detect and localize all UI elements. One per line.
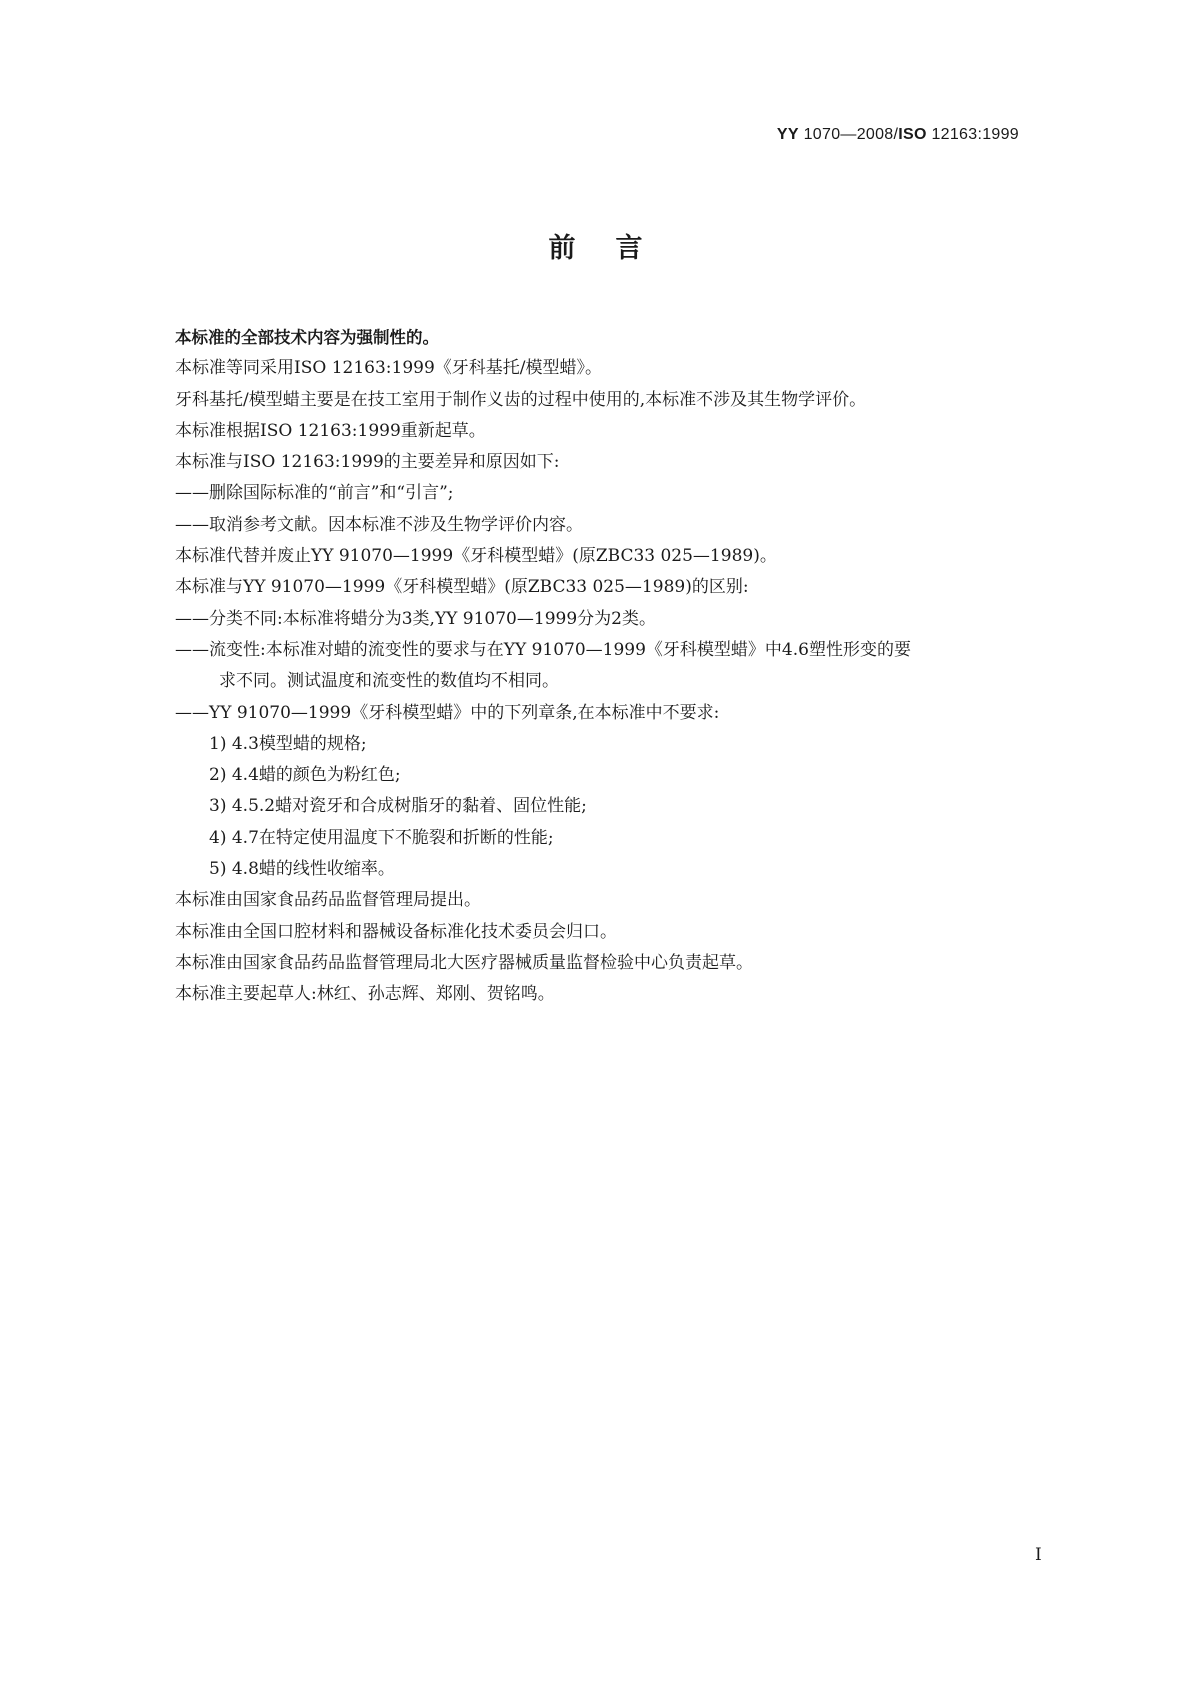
paragraph-replaces: 本标准代替并废止YY 91070—1999《牙科模型蜡》(原ZBC33 025—1989)。: [175, 546, 777, 567]
dash-item-delete-foreword: ——删除国际标准的“前言”和“引言”;: [175, 483, 454, 504]
paragraph-centralized-by: 本标准由全国口腔材料和器械设备标准化技术委员会归口。: [175, 921, 617, 942]
numbered-item-2: 2) 4.4蜡的颜色为粉红色;: [209, 765, 401, 786]
standard-code: [777, 126, 1019, 144]
page-title: 前言: [548, 233, 683, 264]
numbered-item-3: 3) 4.5.2蜡对瓷牙和合成树脂牙的黏着、固位性能;: [209, 796, 587, 817]
dash-item-flow-continued: 求不同。测试温度和流变性的数值均不相同。: [219, 671, 559, 692]
paragraph-mandatory: 本标准的全部技术内容为强制性的。: [175, 328, 439, 347]
numbered-item-4: 4) 4.7在特定使用温度下不脆裂和折断的性能;: [209, 827, 554, 848]
paragraph-scope: 牙科基托/模型蜡主要是在技工室用于制作义齿的过程中使用的,本标准不涉及其生物学评价。: [175, 389, 867, 410]
dash-item-classification: ——分类不同:本标准将蜡分为3类,YY 91070—1999分为2类。: [175, 608, 656, 629]
paragraph-redrafted: 本标准根据ISO 12163:1999重新起草。: [175, 420, 486, 441]
paragraph-drafted-by: 本标准由国家食品药品监督管理局北大医疗器械质量监督检验中心负责起草。: [175, 952, 753, 973]
paragraph-adoption: 本标准等同采用ISO 12163:1999《牙科基托/模型蜡》。: [175, 358, 602, 379]
paragraph-proposed-by: 本标准由国家食品药品监督管理局提出。: [175, 890, 481, 911]
page-number: I: [1035, 1545, 1042, 1565]
standard-prefix: YY: [776, 126, 799, 143]
dash-item-cancel-references: ——取消参考文献。因本标准不涉及生物学评价内容。: [175, 514, 583, 535]
foreword-body: [175, 322, 1065, 1011]
paragraph-differences-intro: 本标准与ISO 12163:1999的主要差异和原因如下:: [175, 452, 560, 473]
paragraph-distinctions-intro: 本标准与YY 91070—1999《牙科模型蜡》(原ZBC33 025—1989)的区别:: [175, 577, 749, 598]
iso-number: 12163:1999: [926, 126, 1019, 143]
paragraph-drafters: 本标准主要起草人:林红、孙志辉、郑刚、贺铭鸣。: [175, 984, 555, 1005]
numbered-item-1: 1) 4.3模型蜡的规格;: [209, 733, 367, 754]
dash-item-not-required: ——YY 91070—1999《牙科模型蜡》中的下列章条,在本标准中不要求:: [175, 702, 720, 723]
dash-item-flow: ——流变性:本标准对蜡的流变性的要求与在YY 91070—1999《牙科模型蜡》中4.6塑性形变的要: [175, 639, 911, 660]
standard-number: 1070—2008/: [798, 126, 899, 143]
iso-prefix: ISO: [898, 126, 927, 143]
numbered-item-5: 5) 4.8蜡的线性收缩率。: [209, 859, 395, 880]
